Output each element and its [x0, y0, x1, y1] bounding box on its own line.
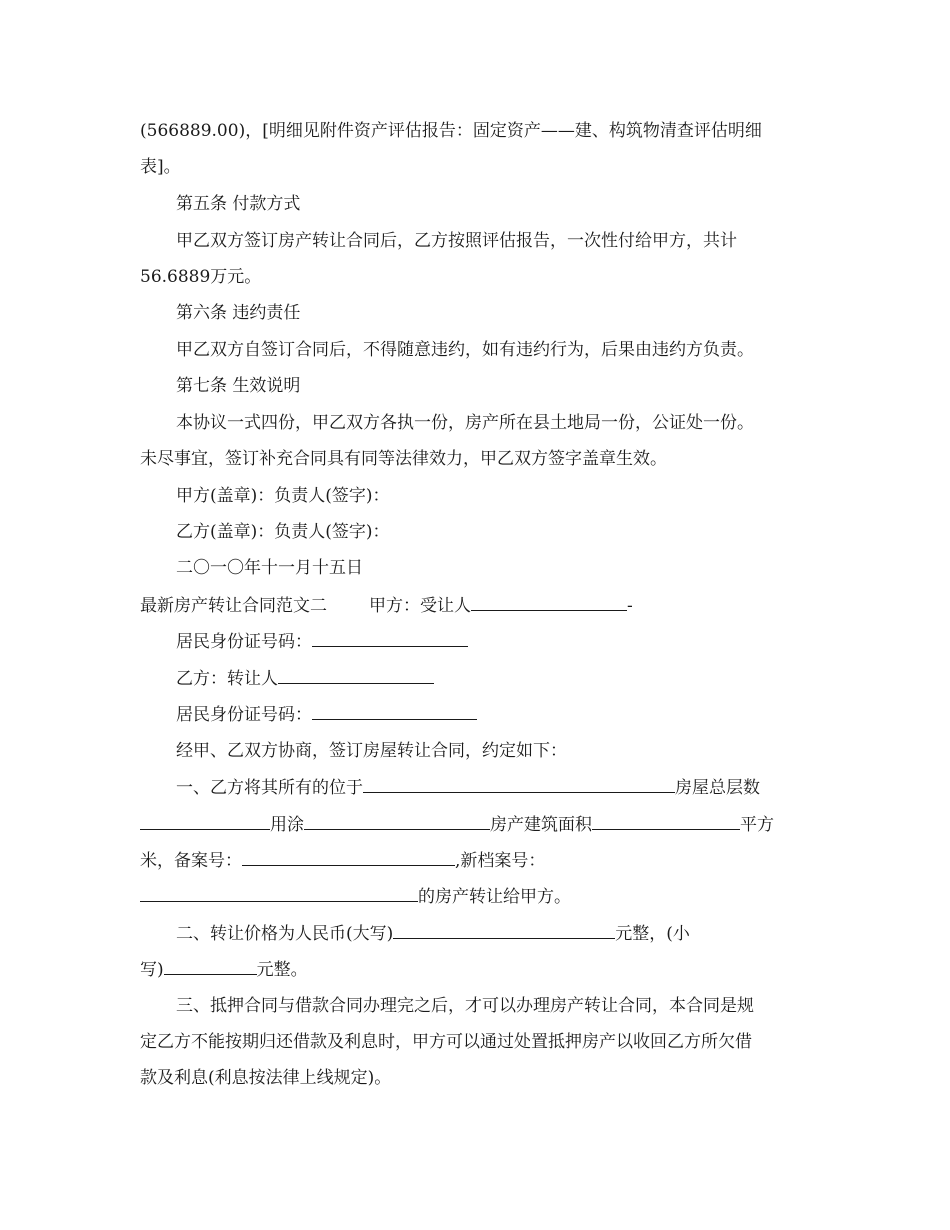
clause-1-text: 米，备案号：	[140, 851, 242, 871]
clause-1-text: 平方	[740, 815, 774, 835]
section-heading: 第六条 违约责任	[176, 303, 301, 323]
text-line: 本协议一式四份，甲乙双方各执一份，房产所在县土地局一份，公证处一份。	[176, 413, 754, 433]
clause-2-line-1	[176, 922, 690, 945]
price-figures-blank	[164, 958, 257, 975]
clause-1-text: 的房产转让给甲方。	[418, 887, 571, 907]
clause-1-line-3	[140, 849, 545, 872]
party-b-blank	[278, 667, 434, 684]
section-heading: 第七条 生效说明	[176, 376, 301, 396]
usage-blank	[304, 813, 490, 830]
clause-3-line-3: 款及利息(利息按法律上线规定)。	[140, 1068, 392, 1088]
clause-1-text: 一、乙方将其所有的位于	[176, 778, 363, 798]
clause-2-text: 元整，(小	[615, 924, 690, 944]
clause-1-text: 用涂	[270, 815, 304, 835]
clause-2-text: 二、转让价格为人民币(大写)	[176, 924, 394, 944]
clause-2-text: 元整。	[256, 960, 308, 980]
id-blank-party-a	[312, 630, 468, 647]
id-line-party-b	[176, 703, 477, 726]
text-line: 表]。	[140, 157, 181, 177]
id-label-party-b: 居民身份证号码：	[176, 705, 312, 725]
party-a-blank	[471, 594, 627, 611]
template-title: 最新房产转让合同范文二	[140, 596, 327, 616]
party-b-line	[176, 667, 434, 690]
text-line: 56.6889万元。	[140, 267, 262, 287]
clause-3-line-1: 三、抵押合同与借款合同办理完之后，才可以办理房产转让合同，本合同是规	[176, 996, 754, 1016]
clause-1-line-1	[176, 776, 760, 799]
clause-1-line-2	[140, 813, 774, 836]
party-b-label: 乙方：转让人	[176, 669, 278, 689]
new-file-number-blank	[140, 885, 418, 902]
record-number-blank	[242, 849, 455, 866]
clause-3-line-2: 定乙方不能按期归还借款及利息时，甲方可以通过处置抵押房产以收回乙方所欠借	[140, 1032, 752, 1052]
template-title-line	[140, 594, 633, 617]
text-line: 未尽事宜，签订补充合同具有同等法律效力，甲乙双方签字盖章生效。	[140, 449, 667, 469]
clause-1-text: 房产建筑面积	[490, 815, 592, 835]
signature-line-party-a: 甲方(盖章)：负责人(签字)：	[176, 486, 390, 506]
clause-1-line-4	[140, 885, 571, 908]
location-blank	[363, 776, 675, 793]
text-line: (566889.00)，[明细见附件资产评估报告：固定资产——建、构筑物清查评估明细	[140, 121, 762, 141]
text-line: 甲乙双方自签订合同后，不得随意违约，如有违约行为，后果由违约方负责。	[176, 340, 754, 360]
area-blank	[592, 813, 740, 830]
id-line-party-a	[176, 630, 468, 653]
signature-line-party-b: 乙方(盖章)：负责人(签字)：	[176, 522, 390, 542]
text-line: 经甲、乙双方协商，签订房屋转让合同，约定如下：	[176, 741, 567, 761]
party-a-tail: -	[627, 596, 633, 616]
date-line: 二〇一〇年十一月十五日	[176, 558, 363, 578]
id-label-party-a: 居民身份证号码：	[176, 632, 312, 652]
floors-blank	[140, 813, 270, 830]
price-words-blank	[393, 922, 615, 939]
clause-2-text: 写)	[140, 960, 164, 980]
clause-1-text: 房屋总层数	[675, 778, 760, 798]
clause-1-text: ,新档案号：	[455, 851, 546, 871]
text-line: 甲乙双方签订房产转让合同后，乙方按照评估报告，一次性付给甲方，共计	[176, 231, 737, 251]
clause-2-line-2	[140, 958, 308, 981]
id-blank-party-b	[312, 703, 477, 720]
party-a-label: 甲方：受让人	[369, 596, 471, 616]
section-heading: 第五条 付款方式	[176, 194, 301, 214]
